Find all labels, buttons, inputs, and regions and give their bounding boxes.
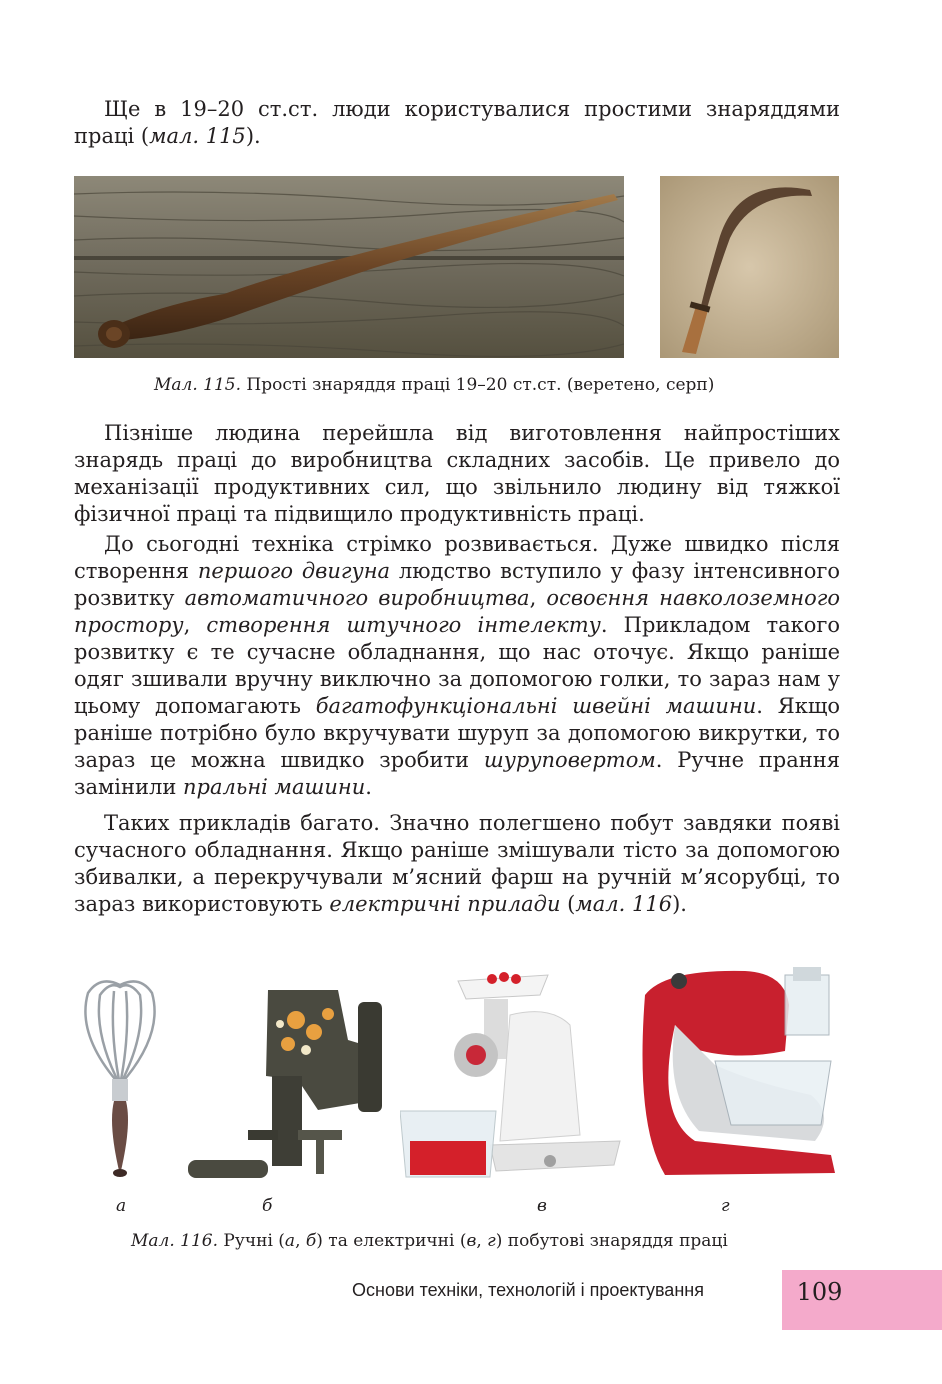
electric-grinder-image <box>400 965 622 1187</box>
page-number: 109 <box>796 1278 843 1306</box>
figure-115-caption: Мал. 115. Прості знаряддя праці 19–20 ст.ст. (веретено, серп) <box>154 375 715 395</box>
figure-116-letter-g: г <box>721 1196 730 1216</box>
figure-116-letter-a: а <box>116 1196 127 1216</box>
sickle-photo <box>660 176 839 358</box>
paragraph-1: Пізніше людина перейшла від виготовлення найпростіших знарядь праці до виробництва складних засобів. Це привело до механізації продуктивних сил, що звільнило людину від тяжкої фізичної праці та підвищило продуктивність праці. <box>74 421 840 526</box>
figure-116-letter-v: в <box>537 1196 547 1216</box>
paragraph-3: Таких прикладів багато. Значно полегшено побут завдяки появі сучасного обладнання. Якщо раніше змішували тісто за допомогою збивалки, а перекручували м’ясний фарш на ручній м’ясорубці, то зараз використовують електричні прилади (мал. 116). <box>74 811 840 916</box>
paragraph-2: До сьогодні техніка стрімко розвивається. Дуже швидко після створення першого двигуна людство вступило у фазу інтенсивного розвитку автоматичного виробництва, освоєння навколоземного простору, створення штучного інтелекту. Прикладом такого розвитку є те сучасне обладнання, що нас оточує. Якщо раніше одяг зшивали вручну виключно за допомогою голки, то зараз нам у цьому допомагають багатофункціональні швейні машини. Якщо раніше потрібно було вкручувати шуруп за допомогою викрутки, то зараз це можна швидко зробити шуруповертом. Ручне прання замінили пральні машини. <box>74 532 840 799</box>
manual-grinder-image <box>188 980 388 1186</box>
figure-116-caption: Мал. 116. Ручні (а, б) та електричні (в, г) побутові знаряддя праці <box>131 1231 728 1251</box>
spindle-photo <box>74 176 624 358</box>
figure-116-letter-b: б <box>262 1196 273 1216</box>
whisk-image <box>70 975 170 1185</box>
intro-paragraph: Ще в 19–20 ст.ст. люди користувалися простими знаряддями праці (мал. 115). <box>74 97 840 148</box>
footer-subject: Основи техніки, технологій і проектування <box>352 1280 704 1300</box>
page-number-tab <box>782 1270 942 1330</box>
food-processor-image <box>635 965 845 1187</box>
